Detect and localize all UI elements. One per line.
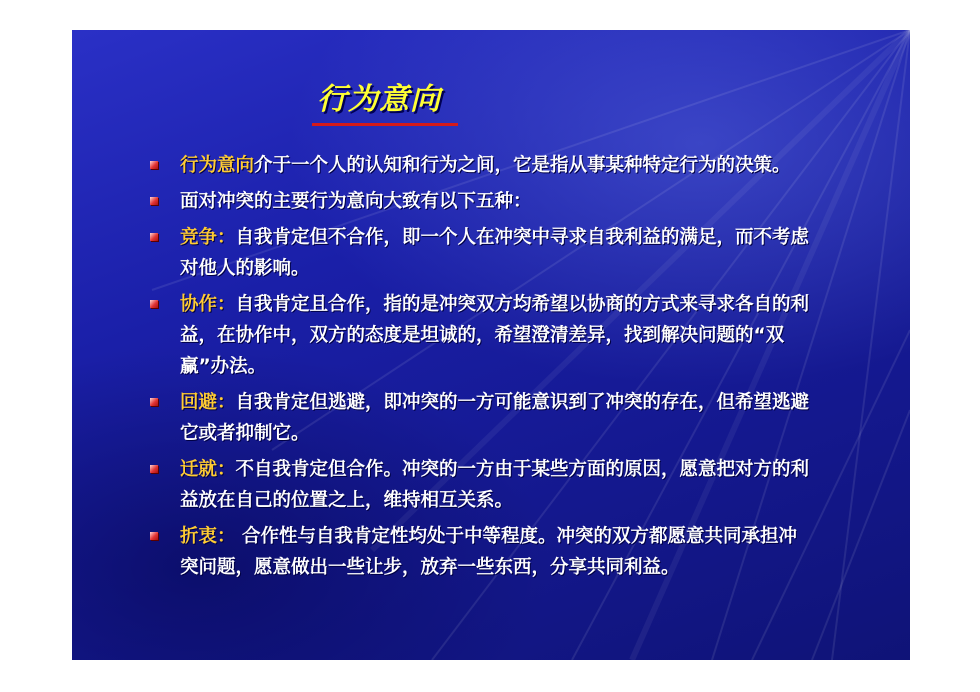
bullet-item-collaboration: [150, 289, 810, 382]
bullet-item-definition: [150, 150, 810, 181]
bullet-term: 竞争：: [180, 227, 236, 248]
red-square-bullet-icon: [150, 161, 158, 169]
slide-title: 行为意向: [317, 82, 441, 117]
bullet-text: 自我肯定但不合作，即一个人在冲突中寻求自我利益的满足，而不考虑对他人的影响。: [180, 227, 810, 279]
bullet-item-competition: [150, 222, 810, 284]
bullet-item-avoidance: [150, 387, 810, 449]
bullet-text: 面对冲突的主要行为意向大致有以下五种：: [180, 191, 532, 212]
red-square-bullet-icon: [150, 197, 158, 205]
bullet-list: [150, 150, 810, 588]
slide: [72, 30, 910, 660]
bullet-text: 自我肯定但逃避，即冲突的一方可能意识到了冲突的存在，但希望逃避它或者抑制它。: [180, 392, 810, 444]
red-square-bullet-icon: [150, 532, 158, 540]
bullet-item-intro: [150, 186, 810, 217]
bullet-term: 行为意向: [180, 155, 255, 176]
bullet-text: 不自我肯定但合作。冲突的一方由于某些方面的原因，愿意把对方的利益放在自己的位置之上，维持相互关系。: [180, 459, 810, 511]
bullet-term: 回避：: [180, 392, 236, 413]
title-underline: [312, 123, 458, 126]
red-square-bullet-icon: [150, 233, 158, 241]
bullet-item-compromise: [150, 521, 810, 583]
red-square-bullet-icon: [150, 300, 158, 308]
red-square-bullet-icon: [150, 398, 158, 406]
bullet-text: 自我肯定且合作，指的是冲突双方均希望以协商的方式来寻求各自的利益，在协作中，双方的态度是坦诚的，希望澄清差异，找到解决问题的“双赢”办法。: [180, 294, 810, 377]
bullet-term: 协作：: [180, 294, 236, 315]
bullet-item-accommodation: [150, 454, 810, 516]
bullet-term: 迁就：: [180, 459, 236, 480]
bullet-text: 合作性与自我肯定性均处于中等程度。冲突的双方都愿意共同承担冲突问题，愿意做出一些让步，放弃一些东西，分享共同利益。: [180, 526, 797, 578]
bullet-term: 折衷：: [180, 526, 236, 547]
bullet-text: 介于一个人的认知和行为之间，它是指从事某种特定行为的决策。: [254, 155, 791, 176]
red-square-bullet-icon: [150, 465, 158, 473]
